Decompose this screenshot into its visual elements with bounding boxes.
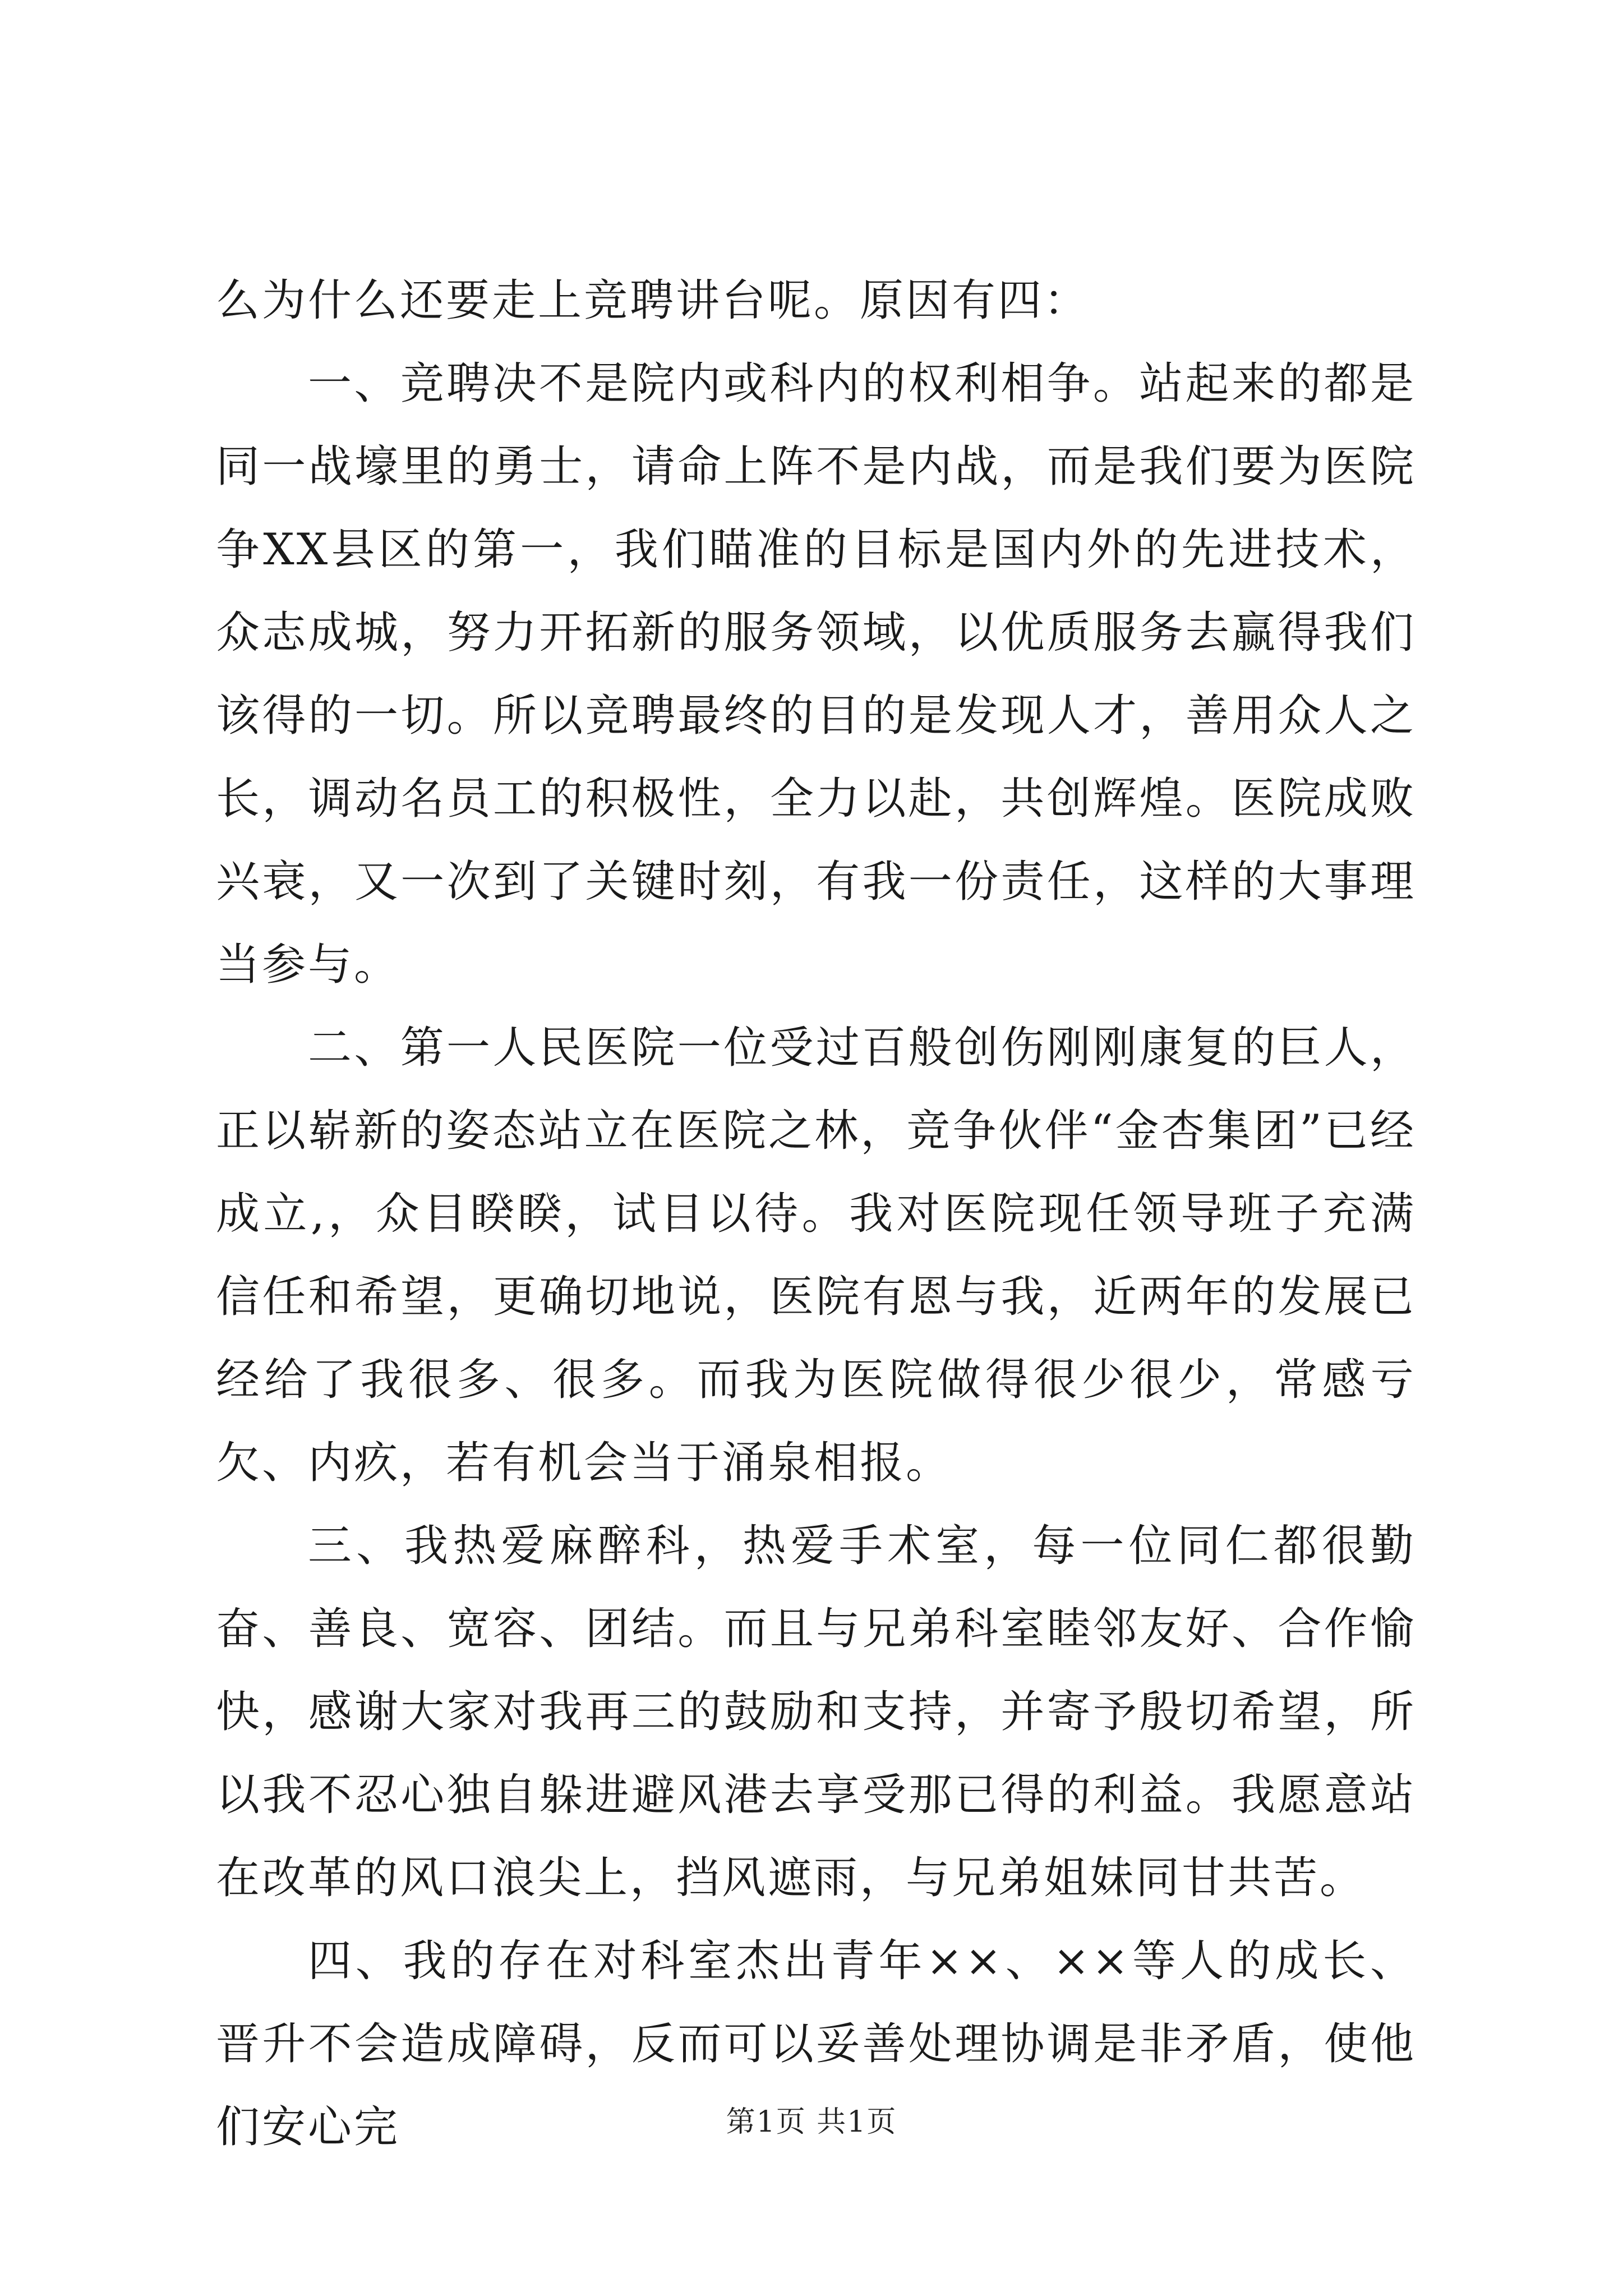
paragraph-reason-4: 四、我的存在对科室杰出青年××、××等人的成长、晋升不会造成障碍，反而可以妥善处理协调是非矛盾，使他们安心完 <box>216 1936 1416 2152</box>
paragraph-intro: 么为什么还要走上竞聘讲台呢。原因有四： <box>216 275 1090 326</box>
page-footer: 第1页 共1页 <box>726 2105 897 2139</box>
document-body <box>216 259 1416 2169</box>
paragraph-reason-3: 三、我热爱麻醉科，热爱手术室，每一位同仁都很勤奋、善良、宽容、团结。而且与兄弟科室睦邻友好、合作愉快，感谢大家对我再三的鼓励和支持，并寄予殷切希望，所以我不忍心独自躲进避风港去享受那已得的利益。我愿意站在改革的风口浪尖上，挡风遮雨，与兄弟姐妹同甘共苦。 <box>216 1521 1416 1903</box>
paragraph-reason-2: 二、第一人民医院一位受过百般创伤刚刚康复的巨人，正以崭新的姿态站立在医院之林，竞争伙伴“金杏集团”已经成立,，众目睽睽，试目以待。我对医院现任领导班子充满信任和希望，更确切地说，医院有恩与我，近两年的发展已经给了我很多、很多。而我为医院做得很少很少，常感亏欠、内疚，若有机会当于涌泉相报。 <box>216 1023 1416 1488</box>
paragraph-reason-1: 一、竞聘决不是院内或科内的权利相争。站起来的都是同一战壕里的勇士，请命上阵不是内战，而是我们要为医院争XX县区的第一，我们瞄准的目标是国内外的先进技术，众志成城，努力开拓新的服务领域，以优质服务去赢得我们该得的一切。所以竞聘最终的目的是发现人才，善用众人之长，调动名员工的积极性，全力以赴，共创辉煌。医院成败兴衰，又一次到了关键时刻，有我一份责任，这样的大事理当参与。 <box>216 358 1416 990</box>
